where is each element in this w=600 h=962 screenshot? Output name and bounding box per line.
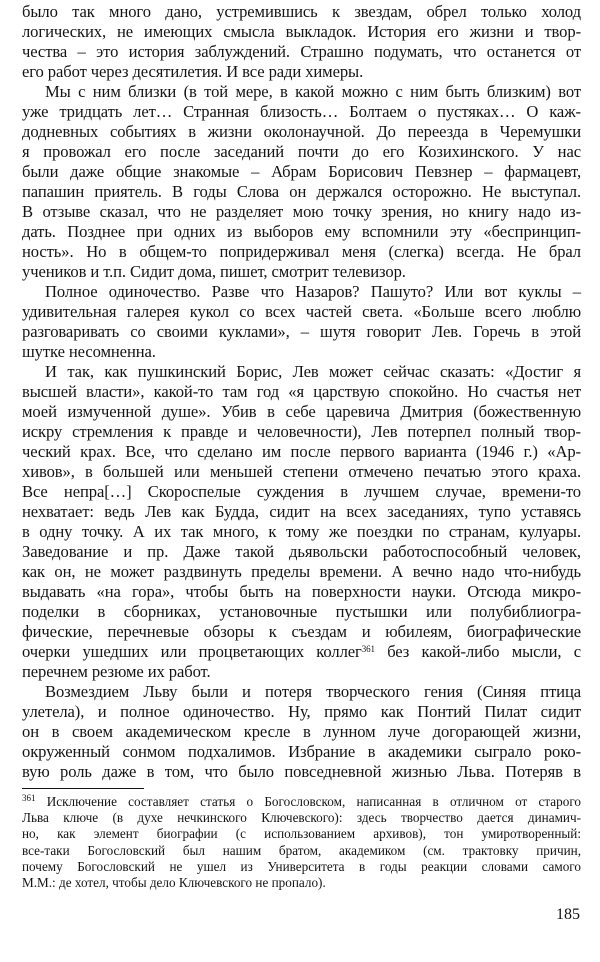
footnote-text: Исключение составляет статья о Богословском, написанная в отличном от старого [46, 794, 582, 809]
body-line-part: очерки ушедших или процветающих коллег [22, 642, 362, 661]
body-line: он в своем академическом кресле в лунном луче догорающей жизни, [22, 722, 581, 741]
body-line: в одну точку. А их так много, к тому же поездки по странам, кулуары. [22, 522, 581, 541]
body-line: Полное одиночество. Разве что Назаров? Пашуто? Или вот куклы – [45, 282, 581, 301]
body-line: выдавать «на гора», чтобы быть на поверхности науки. Отсюда микро- [22, 582, 581, 601]
body-line: И так, как пушкинский Борис, Лев может сейчас сказать: «Достиг я [45, 362, 581, 381]
body-line: было так много дано, устремившись к звездам, обрел только холод [22, 2, 581, 21]
body-line: улетела), и полное одиночество. Ну, прямо как Понтий Пилат сидит [22, 702, 581, 721]
body-line: высшей власти», какой-то там год «я царствую спокойно. Но счастья нет [22, 382, 581, 401]
body-line: Возмездием Льву были и потеря творческого гения (Синяя птица [45, 682, 581, 701]
footnote-line: но, как элемент биографии (с использованием архивов), тон умиротворенный: [22, 826, 581, 842]
body-line: ность». Но в общем-то попридерживал меня (слегка) всегда. Не брал [22, 242, 581, 261]
body-line: разговаривать со своими куклами», – шутя говорит Лев. Горечь в этой [22, 322, 581, 341]
body-line: искру стремления к правде и человечности), Лев потерпел полный твор- [22, 422, 581, 441]
body-line: Заведование и пр. Даже такой дьявольски работоспособный человек, [22, 542, 581, 561]
body-line: удивительная галерея кукол со всех частей света. «Больше всего люблю [22, 302, 581, 321]
body-line: Мы с ним близки (в той мере, в какой можно с ним быть близким) вот [45, 82, 581, 101]
body-line: хивов», в большей или меньшей степени отмечено печатью этого краха. [22, 462, 581, 481]
body-line: его работ через десятилетия. И все ради химеры. [22, 62, 364, 81]
body-line: В отзыве сказал, что не разделяет мою точку зрения, но книгу надо из- [22, 202, 581, 221]
footnote-line: М.М.: де хотел, чтобы дело Ключевского не пропало). [22, 875, 326, 890]
footnote-reference: 361 [361, 644, 375, 654]
body-line: уже тридцать лет… Странная близость… Болтаем о пустяках… О каж- [22, 102, 581, 121]
body-line: Все непра[…] Скороспелые суждения в лучшем случае, времени-то [22, 482, 581, 501]
body-line: логических, не имеющих смысла выкладок. История его жизни и твор- [22, 22, 581, 41]
footnote-line: Льва ключе (в духе нечкинского Ключевского): здесь творчество дается динамич- [22, 810, 581, 826]
body-line: фические, перечневые обзоры к съездам и юбилеям, биографические [22, 622, 581, 641]
body-line: нехватает: ведь Лев как Будда, сидит на всех заседаниях, тупо уставясь [22, 502, 581, 521]
body-line: ческий крах. Все, что сделано им после первого варианта (1946 г.) «Ар- [22, 442, 581, 461]
body-line: папашин приятель. В годы Слова он держался осторожно. Не выступал. [22, 182, 581, 201]
body-line: додневных событиях в жизни околонаучной. До переезда в Черемушки [22, 122, 581, 141]
body-line: моей измученной душе». Убив в себе царевича Дмитрия (божественную [22, 402, 581, 421]
footnote-line: почему Богословский не ушел из Университета в годы реакции словами самого [22, 858, 581, 874]
body-line: чества – это история заблуждений. Страшно подумать, что останется от [22, 42, 581, 61]
footnote-divider [22, 788, 144, 789]
body-line: окруженный сонмом подхалимов. Избрание в академики сыграло роко- [22, 742, 581, 761]
footnote-line [22, 794, 581, 810]
body-line: шутке несомненна. [22, 342, 156, 361]
body-line: дать. Позднее при одних из выборов ему вспомнили эту «беспринцип- [22, 222, 581, 241]
body-line: как он, не может раздвинуть пределы времени. А вечно надо что-нибудь [22, 562, 581, 581]
body-line: вую роль даже в том, что было повседневной жизнью Льва. Потеряв в [22, 762, 581, 781]
footnote-line: все-таки Богословский был нашим братом, академиком (см. трактовку причин, [22, 842, 581, 858]
footnote-number: 361 [22, 793, 36, 803]
body-line: поделки в сборниках, установочные пустышки или полубиблиогра- [22, 602, 581, 621]
body-line-with-footnote-ref [22, 642, 581, 662]
body-line-part: без какой-либо мысли, с [387, 642, 581, 661]
body-line: я провожал его после заседаний почти до его Козихинского. У нас [22, 142, 581, 161]
body-line: перечнем резюме их работ. [22, 662, 211, 681]
body-line: учеников и т.п. Сидит дома, пишет, смотрит телевизор. [22, 262, 406, 281]
body-line: были даже общие знакомые – Абрам Борисович Певзнер – фармацевт, [22, 162, 581, 181]
page-number: 185 [556, 906, 580, 924]
